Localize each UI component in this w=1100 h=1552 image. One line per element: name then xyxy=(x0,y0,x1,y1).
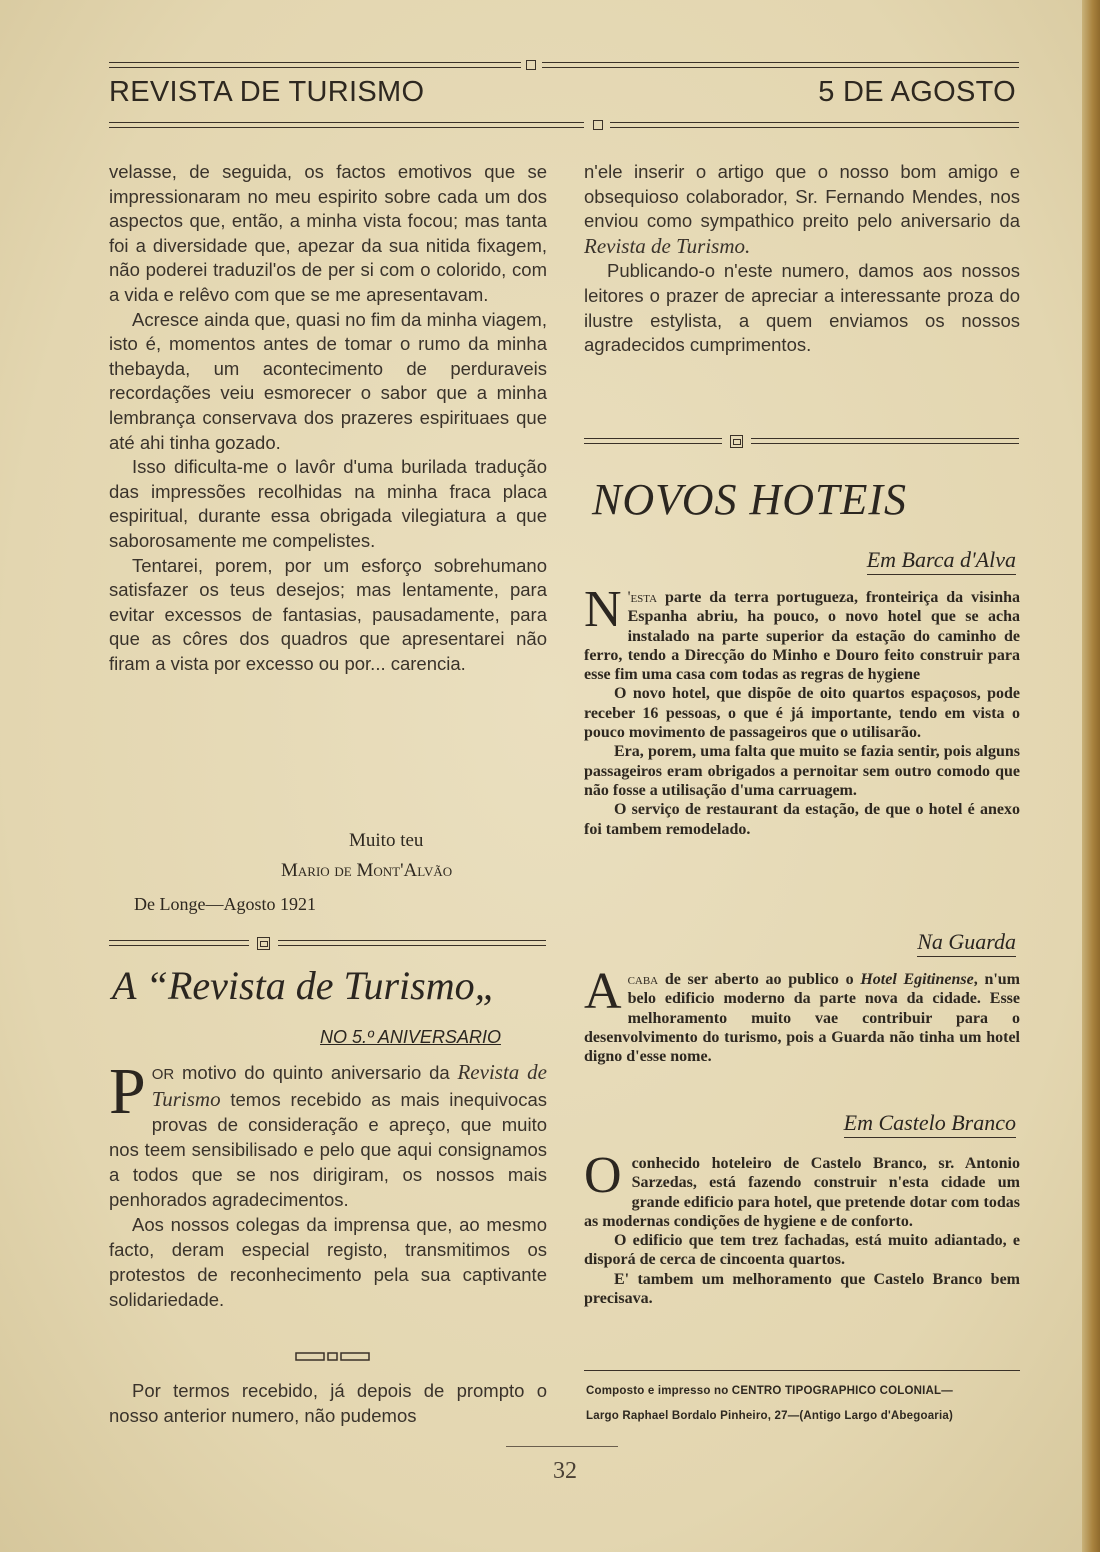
header-bottom-ornament xyxy=(593,120,603,130)
dropcap: N xyxy=(584,581,622,638)
dropcap: A xyxy=(584,963,622,1020)
section-guarda xyxy=(584,963,1021,1066)
page-number-rule xyxy=(506,1446,618,1447)
separator-rule-left xyxy=(584,438,722,444)
imprint-line-1: Composto e impresso no CENTRO TIPOGRAPHICO COLONIAL— xyxy=(586,1385,953,1397)
header-top-ornament xyxy=(526,60,536,70)
anniversary-title: A “Revista de Turismo„ xyxy=(112,963,497,1008)
paragraph: O edificio que tem trez fachadas, está muito adiantado, e disporá de cerca de cincoenta quartos. xyxy=(584,1232,1020,1269)
separator-rule-right xyxy=(278,940,546,946)
text: , n'um belo edificio moderno da parte nova da cidade. Esse melhoramento muito vae contribuir para o desenvolvimento do turismo, pois a Guarda não tinha um hotel digno d'esse nome. xyxy=(584,971,1021,1066)
anniversary-subtitle: NO 5.º ANIVERSARIO xyxy=(320,1027,501,1047)
text: motivo do quinto aniversario da xyxy=(174,1062,458,1083)
text: n'ele inserir o artigo que o nosso bom amigo e obsequioso colaborador, Sr. Fernando Mendes, nos enviou como sympathico preito pelo aniversario da xyxy=(584,161,1020,232)
header-bottom-rule-left xyxy=(109,122,584,128)
paragraph xyxy=(584,160,1020,259)
lead-word: caba xyxy=(627,971,659,988)
page-title: REVISTA DE TURISMO xyxy=(109,76,425,108)
anniversary-body-end xyxy=(109,1378,547,1428)
header-top-rule-right xyxy=(542,62,1019,68)
magazine-name: Revista de Turismo. xyxy=(584,233,751,258)
paragraph: Isso dificulta-me o lavôr d'uma burilada tradução das impressões recolhidas na minha fraca placa espiritual, durante essa obrigada vilegiatura a que saborosamente me compelistes. xyxy=(109,456,547,551)
mini-ornament xyxy=(295,1351,371,1363)
section-heading: Em Castelo Branco xyxy=(844,1110,1016,1138)
paragraph xyxy=(584,1147,1020,1231)
ornament-icon xyxy=(730,435,743,448)
place-date: De Longe—Agosto 1921 xyxy=(134,894,316,914)
text: temos recebido as mais inequivocas provas de consideração e apreço, que muito nos teem sensibilisado e pelo que aqui consignamos a todos que se nos dirigiram, os nossos mais penhorados agradecimentos. xyxy=(109,1089,547,1210)
footer-rule xyxy=(584,1370,1020,1371)
author-signature: Mario de Mont'Alvão xyxy=(281,860,453,881)
section-heading: Em Barca d'Alva xyxy=(867,547,1016,575)
page-number: 32 xyxy=(553,1458,577,1484)
dropcap: O xyxy=(584,1147,622,1204)
text: parte da terra portugueza, fronteiriça da visinha Espanha abriu, ha pouco, o novo hotel que se acha instalado na parte superior da estação do caminho de ferro, tendo a Direcção do Minho e Douro feito construir para esse fim uma casa com todas as regras de hygiene xyxy=(584,589,1020,684)
ornament-icon xyxy=(257,937,270,950)
paragraph: Tentarei, porem, por um esforço sobrehumano satisfazer os teus desejos; mas lentamente, para evitar excessos de fantasias, pausadamente, para que as côres dos quadros que apresentarei não firam a vista por excesso ou por... carencia. xyxy=(109,554,547,674)
paragraph: velasse, de seguida, os factos emotivos que se impressionaram no meu espirito sobre cada um dos aspectos que, então, a minha vista focou; mas tanta foi a diversidade que, apezar da sua nitida fixagem, não poderei traduzil'os de per si com o colorido, com a vida e relêvo com que se me apresentavam. xyxy=(109,161,547,305)
imprint-line-2: Largo Raphael Bordalo Pinheiro, 27—(Antigo Largo d'Abegoaria) xyxy=(586,1410,953,1422)
section-castelo-branco xyxy=(584,1147,1020,1308)
separator-rule-right xyxy=(751,438,1019,444)
paragraph xyxy=(109,1055,547,1212)
closing: Muito teu xyxy=(349,830,424,851)
header-bottom-rule-right xyxy=(610,122,1019,128)
lead-word: OR xyxy=(151,1066,175,1083)
paragraph: Acresce ainda que, quasi no fim da minha viagem, isto é, momentos antes de tomar o rumo da minha thebayda, um acontecimento de perduraveis recordações veiu esmorecer o sabor que a minha lembrança conservava dos prazeres espirituaes que até ahi tinha gozado. xyxy=(109,308,547,453)
paragraph xyxy=(584,963,1021,1066)
paragraph: O serviço de restaurant da estação, de que o hotel é anexo foi tambem remodelado. xyxy=(584,801,1020,838)
text: conhecido hoteleiro de Castelo Branco, sr. Antonio Sarzedas, está fazendo construir n'esta cidade um grande edificio para hotel, que pretende dotar com todas as modernas condições de hygiene e de conforto. xyxy=(584,1155,1020,1230)
lead-word: 'esta xyxy=(627,589,658,606)
paragraph xyxy=(584,581,1020,684)
dropcap: P xyxy=(109,1055,146,1128)
paragraph: Por termos recebido, já depois de prompto o nosso anterior numero, não pudemos xyxy=(109,1380,547,1426)
page-spine xyxy=(1082,0,1100,1552)
section-heading: Na Guarda xyxy=(917,929,1016,957)
hotels-title: NOVOS HOTEIS xyxy=(592,475,908,524)
paragraph: E' tambem um melhoramento que Castelo Branco bem precisava. xyxy=(584,1270,1020,1308)
magazine-name: Revista de Turismo xyxy=(151,1060,547,1111)
paragraph: Aos nossos colegas da imprensa que, ao mesmo facto, deram especial registo, transmitimos os protestos de reconhecimento pela sua captivante solidariedade. xyxy=(109,1214,547,1310)
issue-date: 5 DE AGOSTO xyxy=(818,76,1016,108)
anniversary-body xyxy=(109,1055,547,1312)
left-column xyxy=(109,160,547,676)
text: de ser aberto ao publico o xyxy=(658,971,861,988)
paragraph: Publicando-o n'este numero, damos aos nossos leitores o prazer de apreciar a interessante proza do ilustre estylista, a quem enviamos os nossos agradecidos cumprimentos. xyxy=(584,260,1020,356)
hotel-name: Hotel Egitinense xyxy=(860,971,974,988)
paragraph: Era, porem, uma falta que muito se fazia sentir, pois alguns passageiros eram obrigados a pernoitar sem outro comodo que não fosse a utilisação d'uma carruagem. xyxy=(584,743,1020,799)
section-barca-dalva xyxy=(584,581,1020,839)
separator-rule-left xyxy=(109,940,249,946)
paragraph: O novo hotel, que dispõe de oito quartos espaçosos, pode receber 16 pessoas, o que é já importante, tendo em vista o pouco movimento de passageiros que o utilisarão. xyxy=(584,685,1020,742)
header-top-rule-left xyxy=(109,62,521,68)
right-column xyxy=(584,160,1020,358)
